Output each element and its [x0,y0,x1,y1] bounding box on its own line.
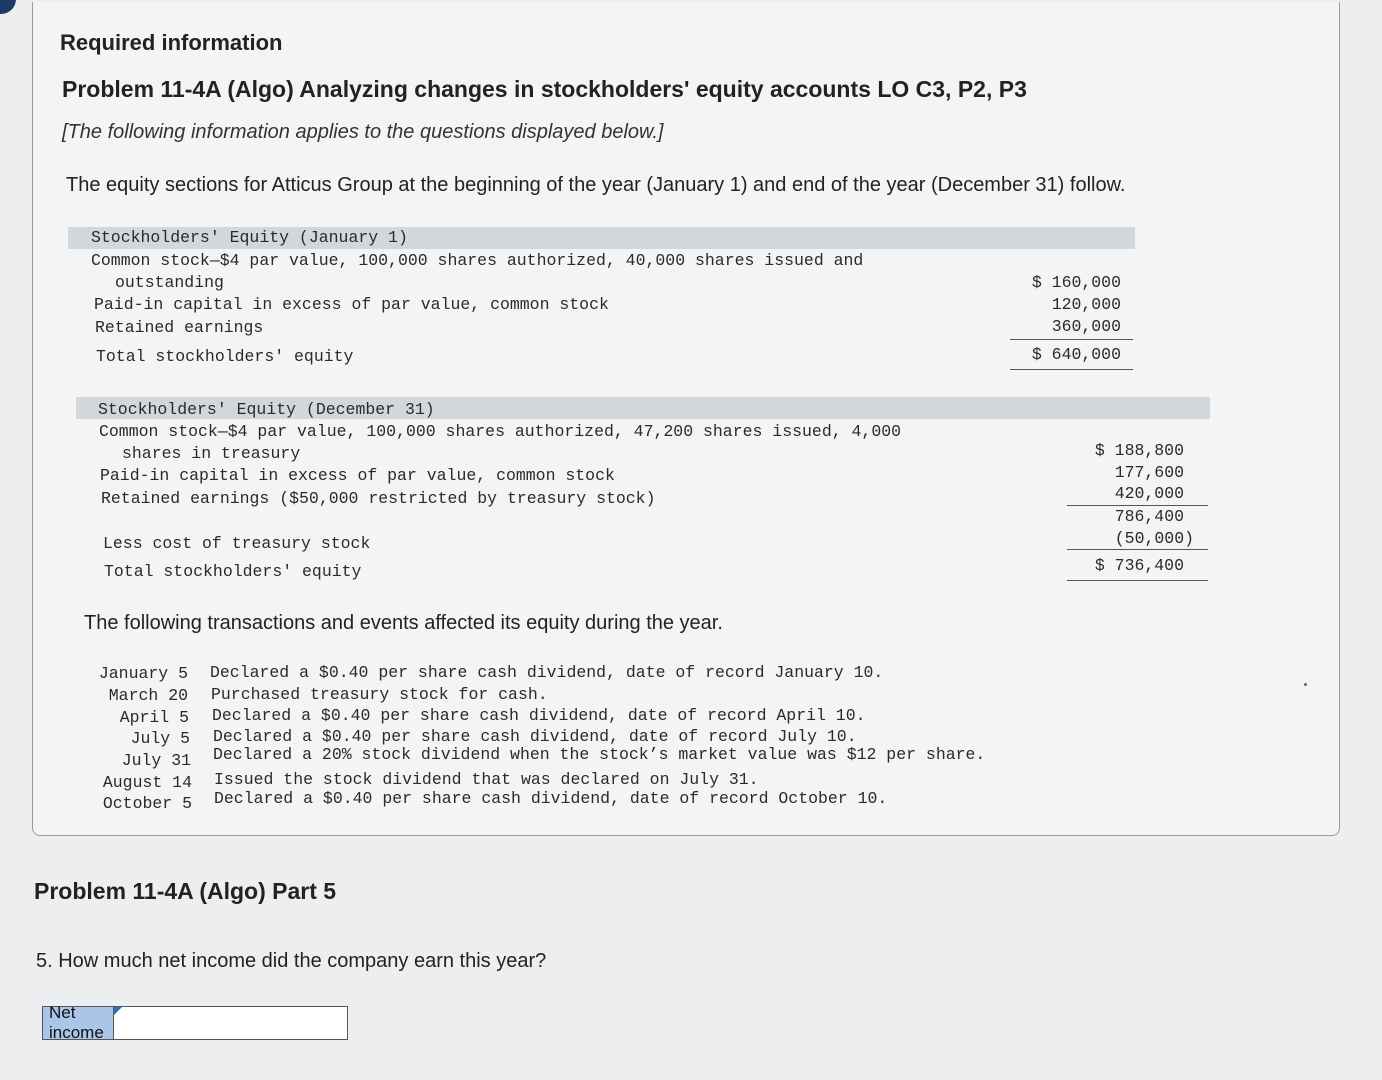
retained-earnings-label: Retained earnings ($50,000 restricted by treasury stock) [101,489,656,508]
transaction-desc: Declared a $0.40 per share cash dividend, date of record April 10. [212,706,866,725]
common-stock-label-cont: outstanding [115,273,224,292]
transaction-date: April 5 [119,708,189,727]
transaction-desc: Declared a $0.40 per share cash dividend, date of record January 10. [210,663,884,682]
subtotal-rule [1067,505,1208,506]
problem-title: Problem 11-4A (Algo) Analyzing changes in stockholders' equity accounts LO C3, P2, P3 [62,76,1027,102]
total-equity-amount: $ 640,000 [1031,345,1121,364]
common-stock-label-cont: shares in treasury [122,444,301,463]
transaction-desc: Declared a $0.40 per share cash dividend, date of record October 10. [214,789,888,808]
retained-earnings-amount: 360,000 [1051,317,1121,336]
applies-note: [The following information applies to the questions displayed below.] [62,121,664,143]
transaction-desc: Purchased treasury stock for cash. [211,685,548,704]
treasury-rule [1067,549,1208,550]
transaction-desc: Issued the stock dividend that was declared on July 31. [214,770,759,789]
net-income-input[interactable] [114,1007,347,1039]
common-stock-label: Common stock—$4 par value, 100,000 shares authorized, 47,200 shares issued, 4,000 [99,422,902,441]
net-income-answer-row [42,1003,348,1042]
transaction-date: January 5 [98,664,188,683]
paid-in-capital-label: Paid-in capital in excess of par value, common stock [100,466,615,485]
intro-text: The equity sections for Atticus Group at the beginning of the year (January 1) and end of the year (December 31) follow. [66,174,1126,196]
transaction-desc: Declared a $0.40 per share cash dividend, date of record July 10. [213,727,857,746]
common-stock-label: Common stock—$4 par value, 100,000 shares authorized, 40,000 shares issued and [91,251,864,270]
retained-earnings-amount: 420,000 [1114,484,1184,503]
common-stock-amount: $ 188,800 [1094,441,1184,460]
required-information-heading: Required information [60,30,283,55]
total-rule [1010,369,1133,370]
transaction-date: July 5 [130,729,190,748]
subtotal-rule [1010,339,1133,340]
transaction-date: August 14 [102,773,192,792]
transaction-date: July 31 [121,751,191,770]
answer-cell [114,1007,347,1039]
stray-dot [1304,683,1307,686]
nav-badge-icon [0,0,16,14]
transaction-date: October 5 [102,794,192,813]
paid-in-capital-label: Paid-in capital in excess of par value, common stock [94,295,609,314]
net-income-label: Net income [43,1007,114,1039]
question-text: 5. How much net income did the company earn this year? [36,950,547,972]
transaction-date: March 20 [108,686,188,705]
paid-in-capital-amount: 177,600 [1114,463,1184,482]
subtotal-amount: 786,400 [1114,507,1184,526]
treasury-stock-label: Less cost of treasury stock [103,534,371,553]
transactions-intro: The following transactions and events affected its equity during the year. [84,612,723,634]
treasury-stock-amount: (50,000) [1114,529,1194,548]
total-equity-label: Total stockholders' equity [104,562,362,581]
total-rule [1067,580,1208,581]
table-title: Stockholders' Equity (December 31) [98,400,435,419]
common-stock-amount: $ 160,000 [1031,273,1121,292]
total-equity-label: Total stockholders' equity [96,347,354,366]
part-title: Problem 11-4A (Algo) Part 5 [34,878,337,904]
table-title: Stockholders' Equity (January 1) [91,228,408,247]
retained-earnings-label: Retained earnings [95,318,264,337]
transaction-desc: Declared a 20% stock dividend when the stock’s market value was $12 per share. [213,745,986,764]
paid-in-capital-amount: 120,000 [1051,295,1121,314]
total-equity-amount: $ 736,400 [1094,556,1184,575]
